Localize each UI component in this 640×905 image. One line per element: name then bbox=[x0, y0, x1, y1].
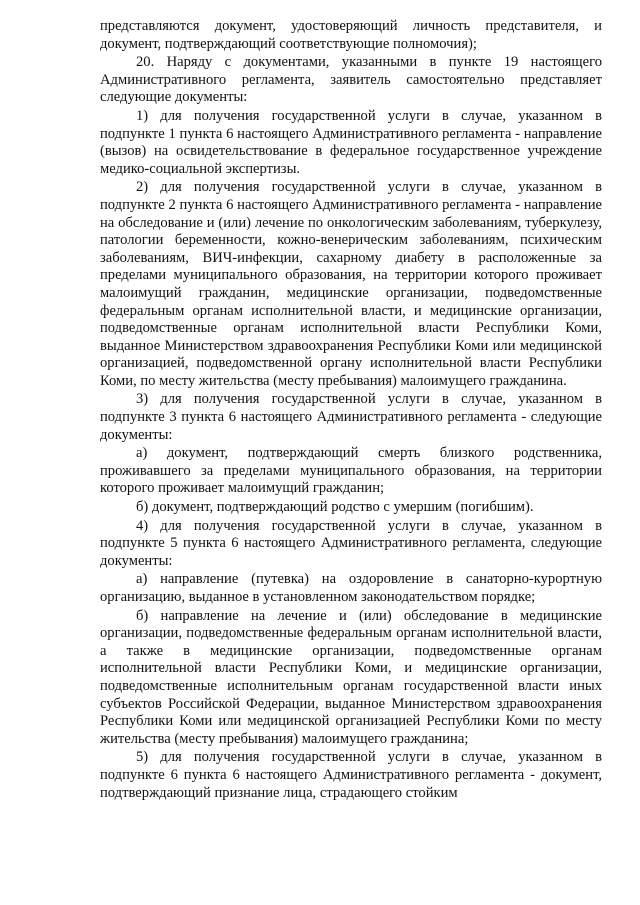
document-page bbox=[100, 18, 602, 803]
paragraph-subitem-5: 5) для получения государственной услуги в случае, указанном в подпункте 6 пункта 6 настоящего Административного регламента - документ, подтверждающий признание лица, страдающего стойким bbox=[100, 749, 602, 801]
paragraph-subitem-3: 3) для получения государственной услуги в случае, указанном в подпункте 3 пункта 6 настоящего Административного регламента - следующие документы: bbox=[100, 391, 602, 443]
paragraph-subitem-3a: а) документ, подтверждающий смерть близкого родственника, проживавшего за пределами муниципального образования, на территории которого проживает малоимущий гражданин; bbox=[100, 445, 602, 497]
paragraph-subitem-3b: б) документ, подтверждающий родство с умершим (погибшим). bbox=[136, 499, 534, 516]
paragraph-subitem-4: 4) для получения государственной услуги в случае, указанном в подпункте 5 пункта 6 настоящего Административного регламента, следующие документы: bbox=[100, 517, 602, 569]
paragraph-subitem-2: 2) для получения государственной услуги в случае, указанном в подпункте 2 пункта 6 настоящего Административного регламента - направление на обследование и (или) лечение по онкологическим заболеваниям, туберкулезу, патологии беременности, кожно-венерическим заболеваниям, психическим заболеваниям, ВИЧ-инфекции, сахарному диабету в расположенные за пределами муниципального образования, на территории которого проживает малоимущий гражданин, медицинские организации, подведомственные федеральным органам исполнительной власти, и медицинские организации, подведомственные органам исполнительной власти Республики Коми, выданное Министерством здравоохранения Республики Коми или медицинской организацией, подведомственной органу исполнительной власти Республики Коми, по месту жительства (месту пребывания) малоимущего гражданина. bbox=[100, 179, 602, 389]
paragraph-subitem-4b: б) направление на лечение и (или) обследование в медицинские организации, подведомственные федеральным органам исполнительной власти, а также в медицинские организации, подведомственные органам исполнительной власти Республики Коми, и медицинские организации, подведомственные исполнительным органам государственной власти иных субъектов Российской Федерации, выданное Министерством здравоохранения Республики Коми или медицинской организацией Республики Коми по месту жительства (месту пребывания) малоимущего гражданина; bbox=[100, 607, 602, 747]
paragraph-subitem-1: 1) для получения государственной услуги в случае, указанном в подпункте 1 пункта 6 настоящего Административного регламента - направление (вызов) на освидетельствование в федеральное государственное учреждение медико-социальной экспертизы. bbox=[100, 107, 602, 177]
paragraph-continuation: представляются документ, удостоверяющий личность представителя, и документ, подтверждающий соответствующие полномочия); bbox=[100, 18, 602, 52]
paragraph-subitem-4a: а) направление (путевка) на оздоровление в санаторно-курортную организацию, выданное в установленном законодательством порядке; bbox=[100, 571, 602, 605]
paragraph-item-20: 20. Наряду с документами, указанными в пункте 19 настоящего Административного регламента, заявитель самостоятельно представляет следующие документы: bbox=[100, 54, 602, 106]
